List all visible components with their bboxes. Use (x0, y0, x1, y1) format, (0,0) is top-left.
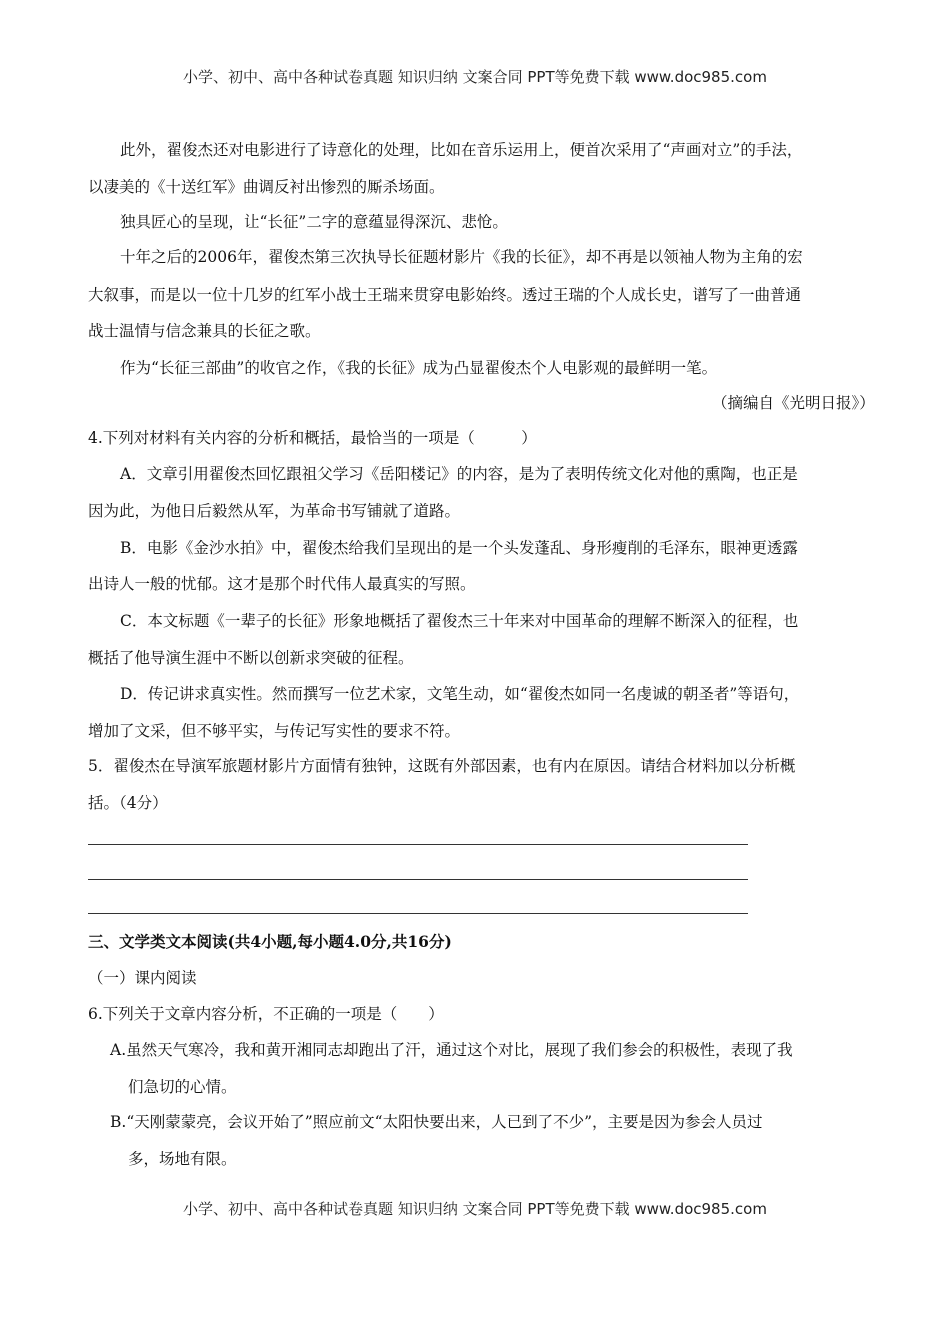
page-footer: 小学、初中、高中各种试卷真题 知识归纳 文案合同 PPT等免费下载 www.doc985.com (183, 1200, 767, 1218)
q4-option-b-line2: 出诗人一般的忧郁。这才是那个时代伟人最真实的写照。 (88, 575, 476, 593)
section3-subtitle: （一）课内阅读 (88, 969, 197, 987)
passage-p4: 作为“长征三部曲”的收官之作，《我的长征》成为凸显翟俊杰个人电影观的最鲜明一笔。 (120, 359, 718, 377)
answer-line-1 (88, 844, 748, 845)
section3-title: 三、文学类文本阅读(共4小题,每小题4.0分,共16分) (88, 932, 452, 951)
q4-option-a-line1: A．文章引用翟俊杰回忆跟祖父学习《岳阳楼记》的内容，是为了表明传统文化对他的熏陶，也正是 (120, 465, 798, 483)
q6-stem: 6.下列关于文章内容分析，不正确的一项是（ ） (88, 1005, 444, 1023)
passage-source: （摘编自《光明日报》） (712, 394, 875, 412)
passage-p1-line1: 此外，翟俊杰还对电影进行了诗意化的处理，比如在音乐运用上，便首次采用了“声画对立”的手法， (120, 141, 803, 159)
q5-stem-line2: 括。（4分） (88, 794, 168, 812)
q4-stem: 4.下列对材料有关内容的分析和概括，最恰当的一项是（ ） (88, 429, 537, 447)
q4-option-c-line2: 概括了他导演生涯中不断以创新求突破的征程。 (88, 649, 414, 667)
passage-p3-line2: 大叙事，而是以一位十几岁的红军小战士王瑞来贯穿电影始终。透过王瑞的个人成长史，谱写了一曲普通 (88, 286, 802, 304)
q4-option-a-line2: 因为此，为他日后毅然从军，为革命书写铺就了道路。 (88, 502, 461, 520)
q4-option-b-line1: B．电影《金沙水拍》中，翟俊杰给我们呈现出的是一个头发蓬乱、身形瘦削的毛泽东，眼神更透露 (120, 539, 798, 557)
q4-option-d-line1: D．传记讲求真实性。然而撰写一位艺术家，文笔生动，如“翟俊杰如同一名虔诚的朝圣者”等语句， (120, 685, 800, 703)
answer-line-3 (88, 913, 748, 914)
q6-option-a-line2: 们急切的心情。 (128, 1078, 237, 1096)
passage-p2: 独具匠心的呈现，让“长征”二字的意蕴显得深沉、悲怆。 (120, 213, 508, 231)
page-header: 小学、初中、高中各种试卷真题 知识归纳 文案合同 PPT等免费下载 www.doc985.com (183, 68, 767, 86)
passage-p3-line3: 战士温情与信念兼具的长征之歌。 (88, 322, 321, 340)
q4-option-d-line2: 增加了文采，但不够平实，与传记写实性的要求不符。 (88, 722, 461, 740)
q5-stem-line1: 5．翟俊杰在导演军旅题材影片方面情有独钟，这既有外部因素，也有内在原因。请结合材料加以分析概 (88, 757, 796, 775)
q6-option-a-line1: A.虽然天气寒冷，我和黄开湘同志却跑出了汗，通过这个对比，展现了我们参会的积极性，表现了我 (110, 1041, 793, 1059)
passage-p3-line1: 十年之后的2006年，翟俊杰第三次执导长征题材影片《我的长征》，却不再是以领袖人物为主角的宏 (120, 248, 803, 266)
answer-line-2 (88, 879, 748, 880)
q6-option-b-line1: B.“天刚蒙蒙亮，会议开始了”照应前文“太阳快要出来，人已到了不少”，主要是因为参会人员过 (110, 1113, 763, 1131)
q6-option-b-line2: 多，场地有限。 (128, 1150, 237, 1168)
q4-option-c-line1: C．本文标题《一辈子的长征》形象地概括了翟俊杰三十年来对中国革命的理解不断深入的征程，也 (120, 612, 799, 630)
passage-p1-line2: 以凄美的《十送红军》曲调反衬出惨烈的厮杀场面。 (88, 178, 445, 196)
